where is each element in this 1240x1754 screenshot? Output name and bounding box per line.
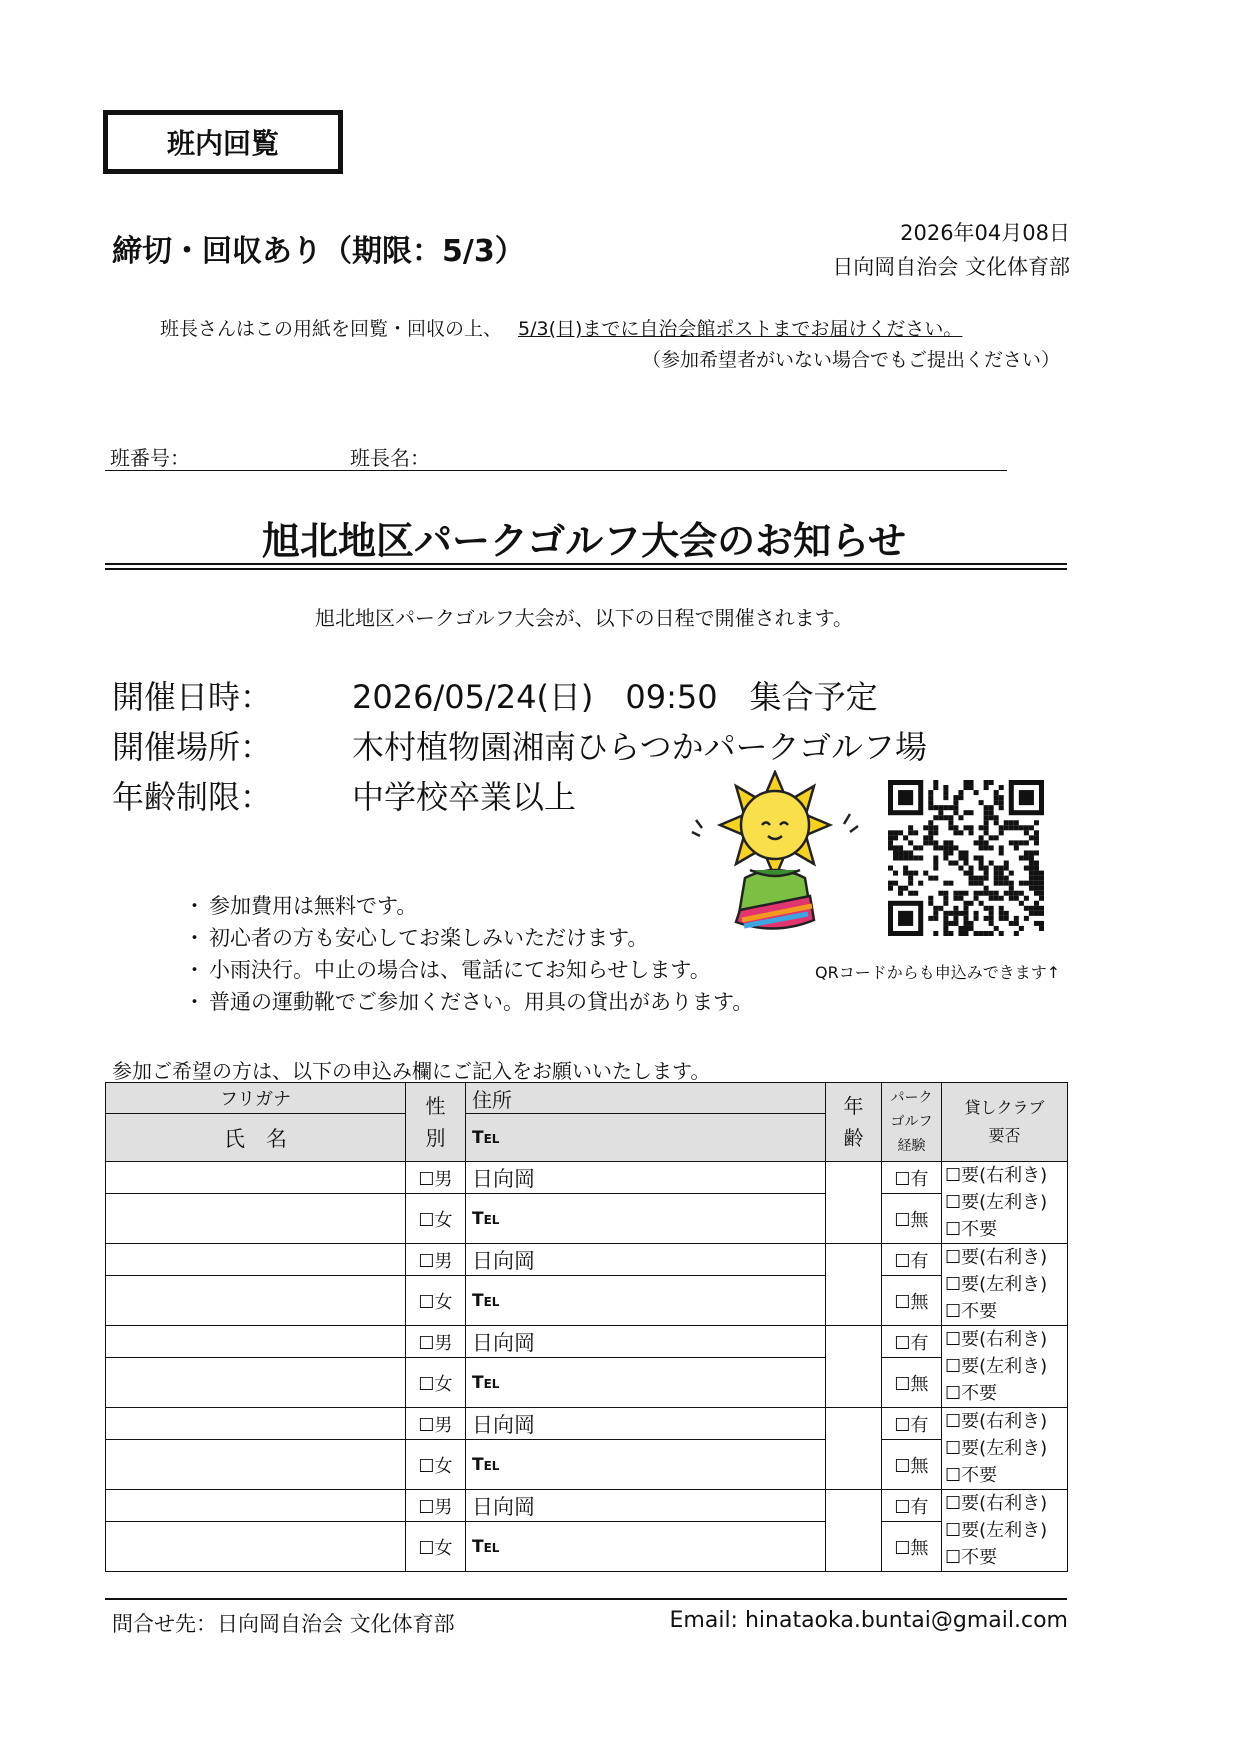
name-field[interactable] [106, 1440, 406, 1490]
club-left-checkbox[interactable]: ☐要(左利き) [945, 1438, 1048, 1459]
page-title: 旭北地区パークゴルフ大会のお知らせ [261, 519, 907, 563]
club-none-checkbox[interactable]: ☐不要 [945, 1547, 998, 1568]
gender-female-checkbox[interactable]: ☐女 [406, 1194, 466, 1244]
club-none-checkbox[interactable]: ☐不要 [945, 1219, 998, 1240]
club-left-checkbox[interactable]: ☐要(左利き) [945, 1356, 1048, 1377]
intro-text: 旭北地区パークゴルフ大会が、以下の日程で開催されます。 [315, 606, 853, 630]
furigana-field[interactable] [106, 1162, 406, 1194]
club-right-checkbox[interactable]: ☐要(右利き) [945, 1329, 1048, 1350]
info-label-age: 年齢制限： [112, 778, 273, 816]
address-field[interactable]: 日向岡 [466, 1408, 826, 1440]
club-right-checkbox[interactable]: ☐要(右利き) [945, 1411, 1048, 1432]
furigana-field[interactable] [106, 1408, 406, 1440]
gender-female-checkbox[interactable]: ☐女 [406, 1522, 466, 1572]
list-item: ・ 参加費用は無料です。 [210, 890, 753, 922]
han-leader-label: 班長名： [350, 446, 430, 470]
deadline-notice: 締切・回収あり（期限：5/3） [112, 234, 525, 269]
info-value-age: 中学校卒業以上 [352, 778, 577, 816]
notes-list [210, 890, 753, 1018]
name-field[interactable] [106, 1358, 406, 1408]
contact-info: 問合せ先：日向岡自治会 文化体育部 [112, 1612, 455, 1636]
age-field[interactable] [826, 1244, 882, 1326]
rental-club-options[interactable] [942, 1326, 1068, 1408]
rental-club-options[interactable] [942, 1408, 1068, 1490]
address-field[interactable]: 日向岡 [466, 1326, 826, 1358]
rental-club-options[interactable] [942, 1162, 1068, 1244]
address-header: 住所 [466, 1083, 826, 1114]
furigana-header: フリガナ [106, 1083, 406, 1114]
experience-no-checkbox[interactable]: ☐無 [882, 1522, 942, 1572]
instruction-deadline: 5/3(日)までに自治会館ポストまでお届けください。 [518, 318, 963, 340]
gender-female-checkbox[interactable]: ☐女 [406, 1440, 466, 1490]
application-form-table [105, 1082, 1068, 1572]
address-field[interactable]: 日向岡 [466, 1162, 826, 1194]
furigana-field[interactable] [106, 1490, 406, 1522]
club-right-checkbox[interactable]: ☐要(右利き) [945, 1247, 1048, 1268]
club-left-checkbox[interactable]: ☐要(左利き) [945, 1274, 1048, 1295]
experience-no-checkbox[interactable]: ☐無 [882, 1440, 942, 1490]
name-header: 氏 名 [106, 1114, 406, 1162]
name-field[interactable] [106, 1194, 406, 1244]
experience-no-checkbox[interactable]: ☐無 [882, 1194, 942, 1244]
instruction-line-1 [160, 314, 962, 341]
title-rule [105, 563, 1067, 565]
rental-club-options[interactable] [942, 1244, 1068, 1326]
club-none-checkbox[interactable]: ☐不要 [945, 1383, 998, 1404]
age-header: 年齢 [826, 1083, 882, 1162]
issue-date: 2026年04月08日 [900, 221, 1070, 245]
list-item: ・ 普通の運動靴でご参加ください。用具の貸出があります。 [210, 986, 753, 1018]
tel-field[interactable]: Tel [466, 1440, 826, 1490]
han-underline [105, 470, 1007, 471]
experience-no-checkbox[interactable]: ☐無 [882, 1276, 942, 1326]
name-field[interactable] [106, 1522, 406, 1572]
list-item: ・ 小雨決行。中止の場合は、電話にてお知らせします。 [210, 954, 753, 986]
age-field[interactable] [826, 1162, 882, 1244]
gender-male-checkbox[interactable]: ☐男 [406, 1490, 466, 1522]
tel-field[interactable]: Tel [466, 1522, 826, 1572]
info-value-date: 2026/05/24(日) 09:50 集合予定 [352, 678, 878, 716]
gender-male-checkbox[interactable]: ☐男 [406, 1408, 466, 1440]
qr-caption: QRコードからも申込みできます↑ [815, 963, 1061, 982]
age-field[interactable] [826, 1408, 882, 1490]
address-field[interactable]: 日向岡 [466, 1244, 826, 1276]
tel-field[interactable]: Tel [466, 1276, 826, 1326]
age-field[interactable] [826, 1490, 882, 1572]
club-left-checkbox[interactable]: ☐要(左利き) [945, 1520, 1048, 1541]
gender-male-checkbox[interactable]: ☐男 [406, 1326, 466, 1358]
furigana-field[interactable] [106, 1244, 406, 1276]
club-none-checkbox[interactable]: ☐不要 [945, 1465, 998, 1486]
issue-block [832, 216, 1070, 284]
gender-header: 性別 [406, 1083, 466, 1162]
title-rule [105, 568, 1067, 570]
instruction-text: 班長さんはこの用紙を回覧・回収の上、 [160, 318, 503, 340]
gender-female-checkbox[interactable]: ☐女 [406, 1358, 466, 1408]
instruction-line-2: （参加希望者がいない場合でもご提出ください） [641, 349, 1060, 371]
qr-code-image [888, 780, 1044, 936]
address-field[interactable]: 日向岡 [466, 1490, 826, 1522]
info-label-place: 開催場所： [112, 728, 273, 766]
experience-yes-checkbox[interactable]: ☐有 [882, 1490, 942, 1522]
park-golf-experience-header: パークゴルフ経験 [882, 1083, 942, 1162]
name-field[interactable] [106, 1276, 406, 1326]
club-right-checkbox[interactable]: ☐要(右利き) [945, 1165, 1048, 1186]
han-number-label: 班番号： [110, 446, 190, 470]
experience-yes-checkbox[interactable]: ☐有 [882, 1244, 942, 1276]
tel-field[interactable]: Tel [466, 1194, 826, 1244]
rental-club-header: 貸しクラブ要否 [942, 1083, 1068, 1162]
contact-email: Email: hinataoka.buntai@gmail.com [669, 1608, 1068, 1633]
experience-yes-checkbox[interactable]: ☐有 [882, 1408, 942, 1440]
experience-no-checkbox[interactable]: ☐無 [882, 1358, 942, 1408]
footer-rule [105, 1598, 1067, 1600]
furigana-field[interactable] [106, 1326, 406, 1358]
issuing-org: 日向岡自治会 文化体育部 [832, 255, 1070, 279]
gender-female-checkbox[interactable]: ☐女 [406, 1276, 466, 1326]
request-text: 参加ご希望の方は、以下の申込み欄にご記入をお願いいたします。 [112, 1059, 711, 1083]
experience-yes-checkbox[interactable]: ☐有 [882, 1326, 942, 1358]
gender-male-checkbox[interactable]: ☐男 [406, 1244, 466, 1276]
club-right-checkbox[interactable]: ☐要(右利き) [945, 1493, 1048, 1514]
tel-field[interactable]: Tel [466, 1358, 826, 1408]
info-value-place: 木村植物園湘南ひらつかパークゴルフ場 [352, 728, 928, 766]
club-none-checkbox[interactable]: ☐不要 [945, 1301, 998, 1322]
info-label-date: 開催日時： [112, 678, 273, 716]
experience-yes-checkbox[interactable]: ☐有 [882, 1162, 942, 1194]
list-item: ・ 初心者の方も安心してお楽しみいただけます。 [210, 922, 753, 954]
tel-header: Tel [466, 1114, 826, 1162]
club-left-checkbox[interactable]: ☐要(左利き) [945, 1192, 1048, 1213]
gender-male-checkbox[interactable]: ☐男 [406, 1162, 466, 1194]
circulation-badge: 班内回覧 [103, 110, 343, 174]
rental-club-options[interactable] [942, 1490, 1068, 1572]
age-field[interactable] [826, 1326, 882, 1408]
